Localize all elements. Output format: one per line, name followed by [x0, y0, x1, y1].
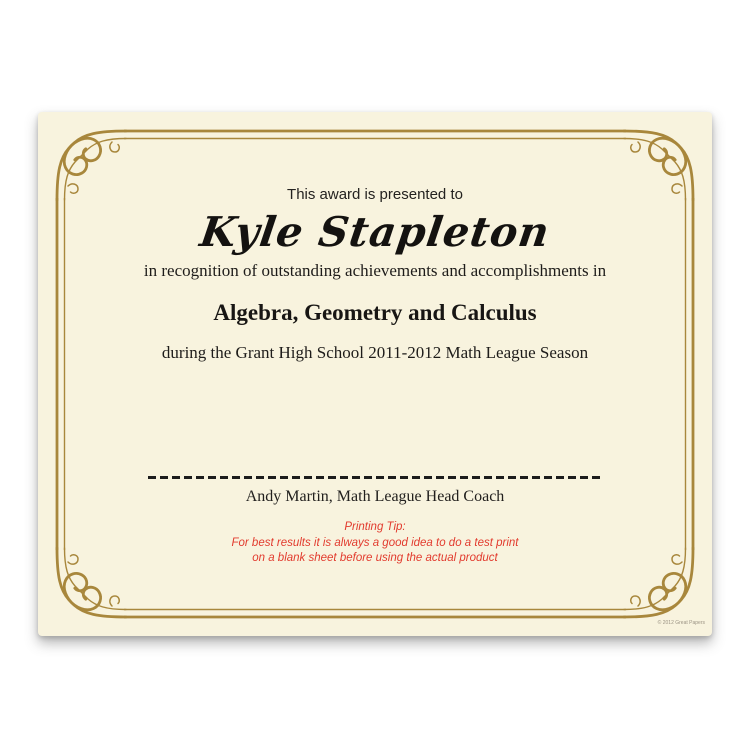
season-line: during the Grant High School 2011-2012 Math League Season: [161, 343, 589, 362]
recognition-line: in recognition of outstanding achievements and accomplishments in: [143, 261, 607, 280]
printing-tip-line1: For best results it is always a good idea to do a test print: [231, 536, 519, 549]
presented-line: This award is presented to: [287, 186, 463, 203]
recipient-name: Kyle Stapleton: [197, 208, 553, 256]
subject-line: Algebra, Geometry and Calculus: [213, 300, 537, 325]
certificate-sheet: [38, 112, 712, 636]
printing-tip-line2: on a blank sheet before using the actual product: [252, 552, 498, 564]
copyright-notice: © 2012 Great Papers: [657, 620, 705, 626]
signature-name-title: Andy Martin, Math League Head Coach: [245, 488, 505, 505]
printing-tip-block: [38, 520, 712, 567]
signature-dashed-line: [148, 476, 602, 479]
printing-tip-title: Printing Tip:: [344, 521, 406, 533]
